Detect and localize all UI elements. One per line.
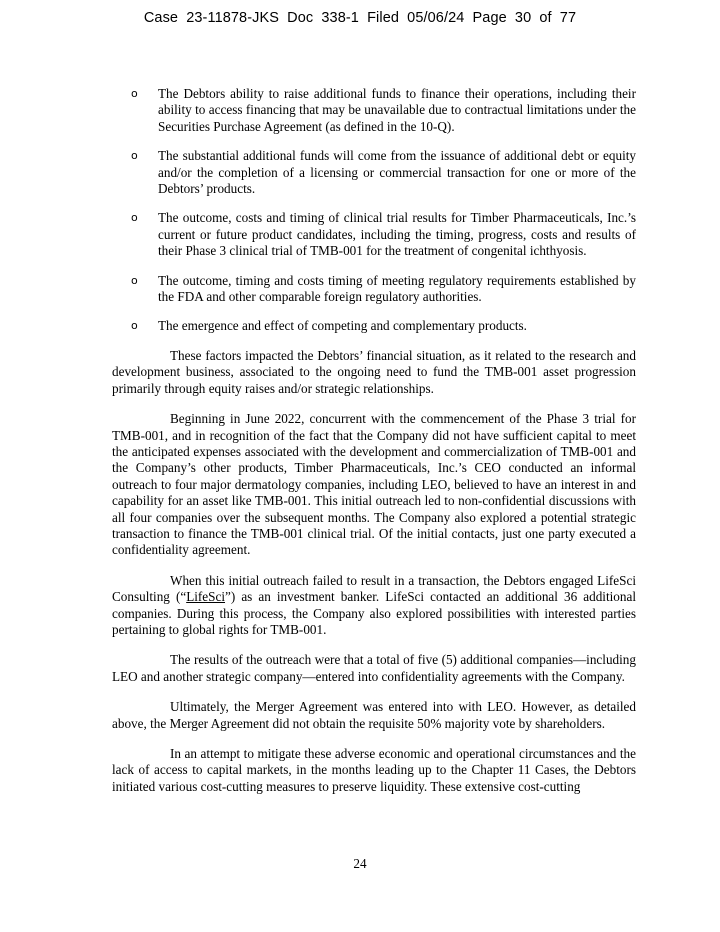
bullet-item: [112, 210, 636, 259]
document-body: [112, 86, 636, 795]
bullet-item: [112, 273, 636, 306]
page-number: 24: [353, 856, 367, 871]
bullet-item: [112, 86, 636, 135]
bullet-marker: o: [131, 319, 138, 333]
bullet-text: The emergence and effect of competing and complementary products.: [158, 318, 527, 334]
paragraph-outreach-results: The results of the outreach were that a total of five (5) additional companies—including LEO and another strategic company—entered into confidentiality agreements with the Company.: [112, 652, 636, 684]
bullet-text: The Debtors ability to raise additional funds to finance their operations, including their ability to access financing that may be unavailable due to contractual limitations under the Securities Purchase Agreement (as defined in the 10-Q).: [158, 86, 636, 134]
bullet-item: [112, 148, 636, 197]
defined-term-lifesci: LifeSci: [186, 589, 226, 605]
paragraph-initial-outreach: Beginning in June 2022, concurrent with the commencement of the Phase 3 trial for TMB-001, and in recognition of the fact that the Company did not have sufficient capital to meet the anticipated expenses associated with the development and commercialization of TMB-001 and the Company’s other products, Timber Pharmaceuticals, Inc.’s CEO conducted an informal outreach to four major dermatology companies, including LEO, believed to have an interest in and capability for an asset like TMB-001. This initial outreach led to non-confidential discussions with all four companies over the subsequent months. The Company also explored a potential strategic transaction to finance the TMB-001 clinical trial. Of the initial contacts, just one party executed a confidentiality agreement.: [112, 411, 636, 558]
paragraph-lifesci-engagement: [112, 573, 636, 639]
case-header: Case 23-11878-JKS Doc 338-1 Filed 05/06/24 Page 30 of 77: [143, 10, 577, 26]
bullet-text: The outcome, timing and costs timing of meeting regulatory requirements established by the FDA and other comparable foreign regulatory authorities.: [158, 272, 636, 305]
paragraph-text: ”) as an investment banker. LifeSci contacted an additional 36 additional companies. During this process, the Company also explored possibilities with interested parties pertaining to global rights for TMB-001.: [112, 589, 636, 637]
bullet-marker: o: [131, 273, 138, 287]
bullet-marker: o: [131, 87, 138, 100]
paragraph-cost-cutting: In an attempt to mitigate these adverse economic and operational circumstances and the lack of access to capital markets, in the months leading up to the Chapter 11 Cases, the Debtors initiated various cost-cutting measures to preserve liquidity. These extensive cost-cutting: [112, 746, 636, 794]
bullet-marker: o: [131, 149, 138, 163]
bullet-item: [112, 318, 636, 334]
bullet-marker: o: [131, 211, 138, 225]
paragraph-financial-situation: These factors impacted the Debtors’ financial situation, as it related to the research and development business, associated to the ongoing need to fund the TMB-001 asset progression primarily through equity raises and/or strategic relationships.: [112, 347, 636, 396]
paragraph-text: When this initial outreach failed to result in a transaction, the Debtors engaged LifeSci Consulting (“: [112, 572, 636, 605]
paragraph-merger-agreement: Ultimately, the Merger Agreement was entered into with LEO. However, as detailed above, the Merger Agreement did not obtain the requisite 50% majority vote by shareholders.: [112, 699, 636, 731]
bullet-text: The substantial additional funds will come from the issuance of additional debt or equity and/or the completion of a licensing or commercial transaction for one or more of the Debtors’ products.: [158, 148, 636, 197]
bullet-text: The outcome, costs and timing of clinical trial results for Timber Pharmaceuticals, Inc.’s current or future product candidates, including the timing, progress, costs and results of their Phase 3 clinical trial of TMB-001 for the treatment of congenital ichthyosis.: [158, 210, 636, 259]
